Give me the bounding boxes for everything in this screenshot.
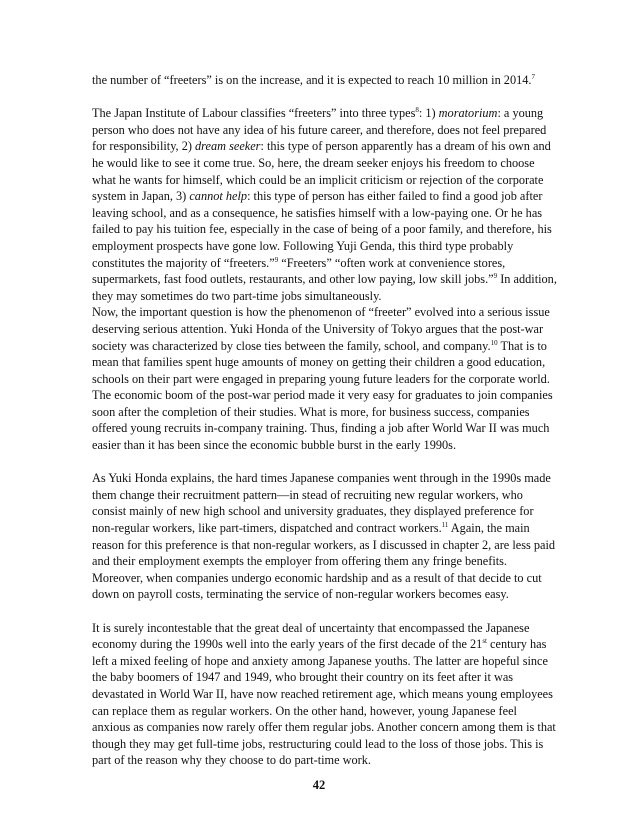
ordinal-suffix: st xyxy=(482,637,487,646)
footnote-ref: 9 xyxy=(493,272,498,281)
paragraph-text: : a young person who does not have any idea of his future career, and therefore, does not feel prepared for responsibility, 2) xyxy=(92,106,547,154)
paragraph-text: The Japan Institute of Labour classifies “freeters” into three types xyxy=(92,106,416,121)
footnote-ref: 10 xyxy=(490,338,498,347)
paragraph-text: As Yuki Honda explains, the hard times Japanese companies went through in the 1990s made them change their recruitment pattern—in stead of recruiting new regular workers, who consist mainly of new high school and university graduates, they displayed preference for non-regular workers, like part-timers, dispatched and contract workers. xyxy=(92,471,551,536)
paragraph-text: That is to mean that families spent huge amounts of money on getting their children a good education, schools on their part were engaged in preparing young future leaders for the corporate world. The economic boom of the post-war period made it very easy for graduates to join companies soon after the completion of their studies. What is more, for business success, companies offered young recruits in-company training. Thus, finding a job after World War II was much easier than it has been since the economic bubble burst in the early 1990s. xyxy=(92,338,553,453)
paragraph-text: It is surely incontestable that the great deal of uncertainty that encompassed the Japanese economy during the 1990s well into the early years of the first decade of the 21 xyxy=(92,620,530,652)
paragraph-text: century has left a mixed feeling of hope and anxiety among Japanese youths. The latter are hopeful since the baby boomers of 1947 and 1949, who brought their country on its feet after it was devastated in World War II, have now reached retirement age, which means young employees can replace them as regular workers. On the other hand, however, young Japanese feel anxious as companies now rarely offer them regular jobs. Another concern among them is that though they may get full-time jobs, restructuring could lead to the loss of those jobs. This is part of the reason why they choose to do part-time work. xyxy=(92,637,556,768)
paragraph-text: Now, the important question is how the phenomenon of “freeter” evolved into a serious issue deserving serious attention. Yuki Honda of the University of Tokyo argues that the post-war society was characterized by close ties between the family, school, and company. xyxy=(92,305,550,353)
paragraph-text: “Freeters” “often work at convenience stores, supermarkets, fast food outlets, restaurants, and other low paying, low skill jobs.” xyxy=(92,255,506,287)
term-dream-seeker: dream seeker xyxy=(195,139,261,154)
term-cannot-help: cannot help xyxy=(189,189,248,204)
paragraph-hope-anxiety xyxy=(92,620,558,769)
page-body xyxy=(92,72,558,769)
footnote-ref: 11 xyxy=(441,520,449,529)
page-number: 42 xyxy=(312,778,326,792)
paragraph-recruitment-pattern xyxy=(92,470,558,603)
footnote-ref: 9 xyxy=(274,255,279,264)
term-moratorium: moratorium xyxy=(438,106,498,121)
paragraph-text: : this type of person apparently has a dream of his own and he would like to see it come true. So, here, the dream seeker enjoys his freedom to choose what he wants for himself, which could be an implicit criticism or rejection of the corporate system in Japan, 3) xyxy=(92,139,551,204)
paragraph-text: : this type of person has either failed to find a good job after leaving school, and as a consequence, he satisfies himself with a low-paying one. Or he has failed to pay his tuition fee, especially in the case of being of a poor family, and therefore, his employment prospects have gone low. Following Yuji Genda, this third type probably constitutes the majority of “freeters.” xyxy=(92,189,552,270)
paragraph-freeters-count xyxy=(92,72,558,89)
paragraph-text: the number of “freeters” is on the increase, and it is expected to reach 10 million in 2014. xyxy=(92,73,532,87)
paragraph-text: In addition, they may sometimes do two part-time jobs simultaneously. xyxy=(92,272,557,303)
footnote-ref: 8 xyxy=(415,106,419,115)
paragraph-freeter-types xyxy=(92,105,558,304)
footnote-ref: 7 xyxy=(531,72,535,81)
paragraph-text: Again, the main reason for this preference is that non-regular workers, as I discussed in chapter 2, are less paid and their employment exempts the employer from offering them any fringe benefits. Moreover, when companies undergo economic hardship and as a result of that decide to cut down on payroll costs, terminating the service of non-regular workers becomes easy. xyxy=(92,521,556,602)
paragraph-postwar-society xyxy=(92,304,558,453)
paragraph-text: : 1) xyxy=(418,106,439,121)
